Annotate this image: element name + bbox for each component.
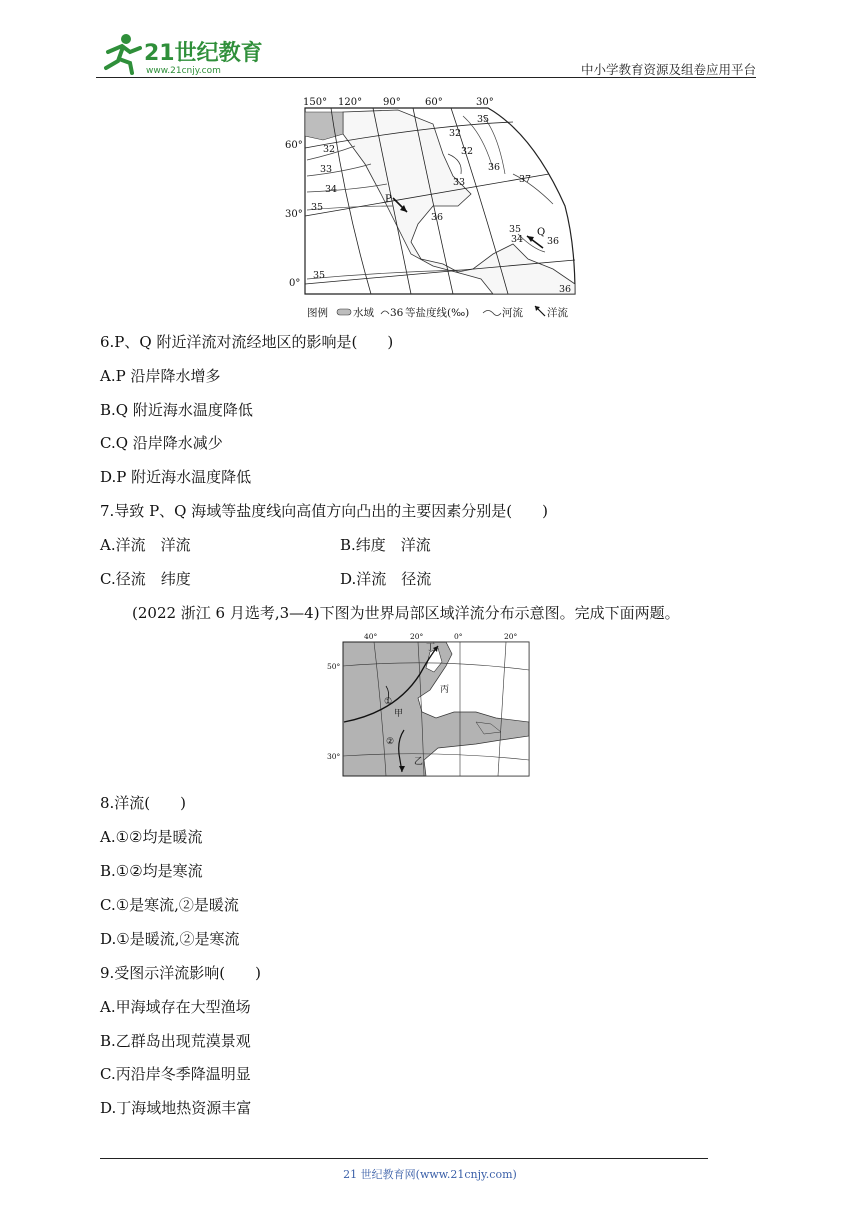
logo-url: www.21cnjy.com <box>146 66 221 76</box>
isoline-label: 33 <box>320 164 333 175</box>
isoline-label: 36 <box>431 212 444 223</box>
site-logo <box>96 30 266 78</box>
label-bing: 丙 <box>440 685 450 695</box>
isoline-swatch-icon <box>381 311 389 314</box>
point-p-label: P <box>385 194 392 205</box>
isoline-label: 34 <box>511 234 524 245</box>
map1-lon-label: 120° <box>338 97 363 108</box>
footer-divider <box>100 1158 708 1159</box>
isoline-label: 34 <box>325 184 338 195</box>
q7-stem: 7.导致 P、Q 海域等盐度线向高值方向凸出的主要因素分别是( ) <box>100 502 548 520</box>
isoline-label: 35 <box>313 270 326 281</box>
isoline-label: 36 <box>547 236 560 247</box>
isoline-label: 35 <box>311 202 324 213</box>
isoline-label: 37 <box>519 174 532 185</box>
map2-lat-label: 30° <box>327 752 341 761</box>
map1-lon-label: 90° <box>383 97 401 108</box>
group-intro: (2022 浙江 6 月选考,3—4)下图为世界局部区域洋流分布示意图。完成下面两题。 <box>132 604 680 622</box>
label-current-1: ① <box>384 697 393 707</box>
q8-option-b: B.①②均是寒流 <box>100 862 203 880</box>
isoline-label: 32 <box>461 146 474 157</box>
map1-water-patch <box>305 112 343 140</box>
water-swatch-icon <box>337 309 351 315</box>
map1-lat-label: 60° <box>285 140 303 151</box>
map2-lon-label: 20° <box>504 632 518 641</box>
legend-river: 河流 <box>502 307 523 319</box>
legend-title: 图例 <box>307 307 328 319</box>
footer-text: 21 世纪教育网(www.21cnjy.com) <box>343 1168 517 1181</box>
label-jia: 甲 <box>394 709 404 719</box>
q6-option-a: A.P 沿岸降水增多 <box>100 367 221 385</box>
river-swatch-icon <box>483 311 501 316</box>
map1-legend <box>307 306 568 319</box>
point-q-label: Q <box>537 227 546 238</box>
q6-stem: 6.P、Q 附近洋流对流经地区的影响是( ) <box>100 333 394 351</box>
q6-option-c: C.Q 沿岸降水减少 <box>100 434 223 452</box>
map1-lat-label: 30° <box>285 209 303 220</box>
isoline-label: 35 <box>509 224 522 235</box>
map2-lat-label: 50° <box>327 662 341 671</box>
map2-lon-label: 40° <box>364 632 378 641</box>
header-divider <box>96 77 756 78</box>
label-ding: 丁 <box>426 643 436 653</box>
legend-water: 水域 <box>353 307 374 319</box>
map2-lon-label: 20° <box>410 632 424 641</box>
map1-lon-label: 150° <box>303 97 328 108</box>
map1-lat-label: 0° <box>289 278 301 289</box>
q9-option-b: B.乙群岛出现荒漠景观 <box>100 1032 251 1050</box>
legend-current: 洋流 <box>547 307 568 319</box>
q8-option-c: C.①是寒流,②是暖流 <box>100 896 239 914</box>
q9-stem: 9.受图示洋流影响( ) <box>100 964 262 982</box>
page-header <box>96 30 756 78</box>
map1-lon-label: 60° <box>425 97 443 108</box>
isoline-label: 35 <box>477 114 490 125</box>
ocean-current-map <box>326 632 531 778</box>
isoline-label: 32 <box>449 128 462 139</box>
isoline-label: 32 <box>323 144 336 155</box>
label-yi: 乙 <box>414 757 424 767</box>
isoline-label: 33 <box>453 177 466 188</box>
q9-option-c: C.丙沿岸冬季降温明显 <box>100 1065 251 1083</box>
q6-option-b: B.Q 附近海水温度降低 <box>100 401 253 419</box>
map1-lon-label: 30° <box>476 97 494 108</box>
salinity-map <box>283 94 578 324</box>
q8-stem: 8.洋流( ) <box>100 794 187 812</box>
q8-option-a: A.①②均是暖流 <box>100 828 203 846</box>
q7-option-c: C.径流 纬度 <box>100 570 191 588</box>
q9-option-a: A.甲海域存在大型渔场 <box>100 998 251 1016</box>
q7-option-a: A.洋流 洋流 <box>100 536 191 554</box>
label-current-2: ② <box>386 737 395 747</box>
platform-name: 中小学教育资源及组卷应用平台 <box>580 62 756 77</box>
q6-option-d: D.P 附近海水温度降低 <box>100 468 252 486</box>
q8-option-d: D.①是暖流,②是寒流 <box>100 930 240 948</box>
map2-lon-label: 0° <box>454 632 463 641</box>
isoline-label: 36 <box>559 284 572 295</box>
q9-option-d: D.丁海域地热资源丰富 <box>100 1099 252 1117</box>
logo-text: 21世纪教育 <box>144 41 263 66</box>
q7-option-d: D.洋流 径流 <box>340 570 432 588</box>
q7-option-b: B.纬度 洋流 <box>340 536 431 554</box>
legend-isoline: 等盐度线(‰) <box>405 307 470 319</box>
legend-isoline-value: 36 <box>390 307 404 319</box>
isoline-label: 36 <box>488 162 501 173</box>
runner-icon <box>106 34 140 73</box>
